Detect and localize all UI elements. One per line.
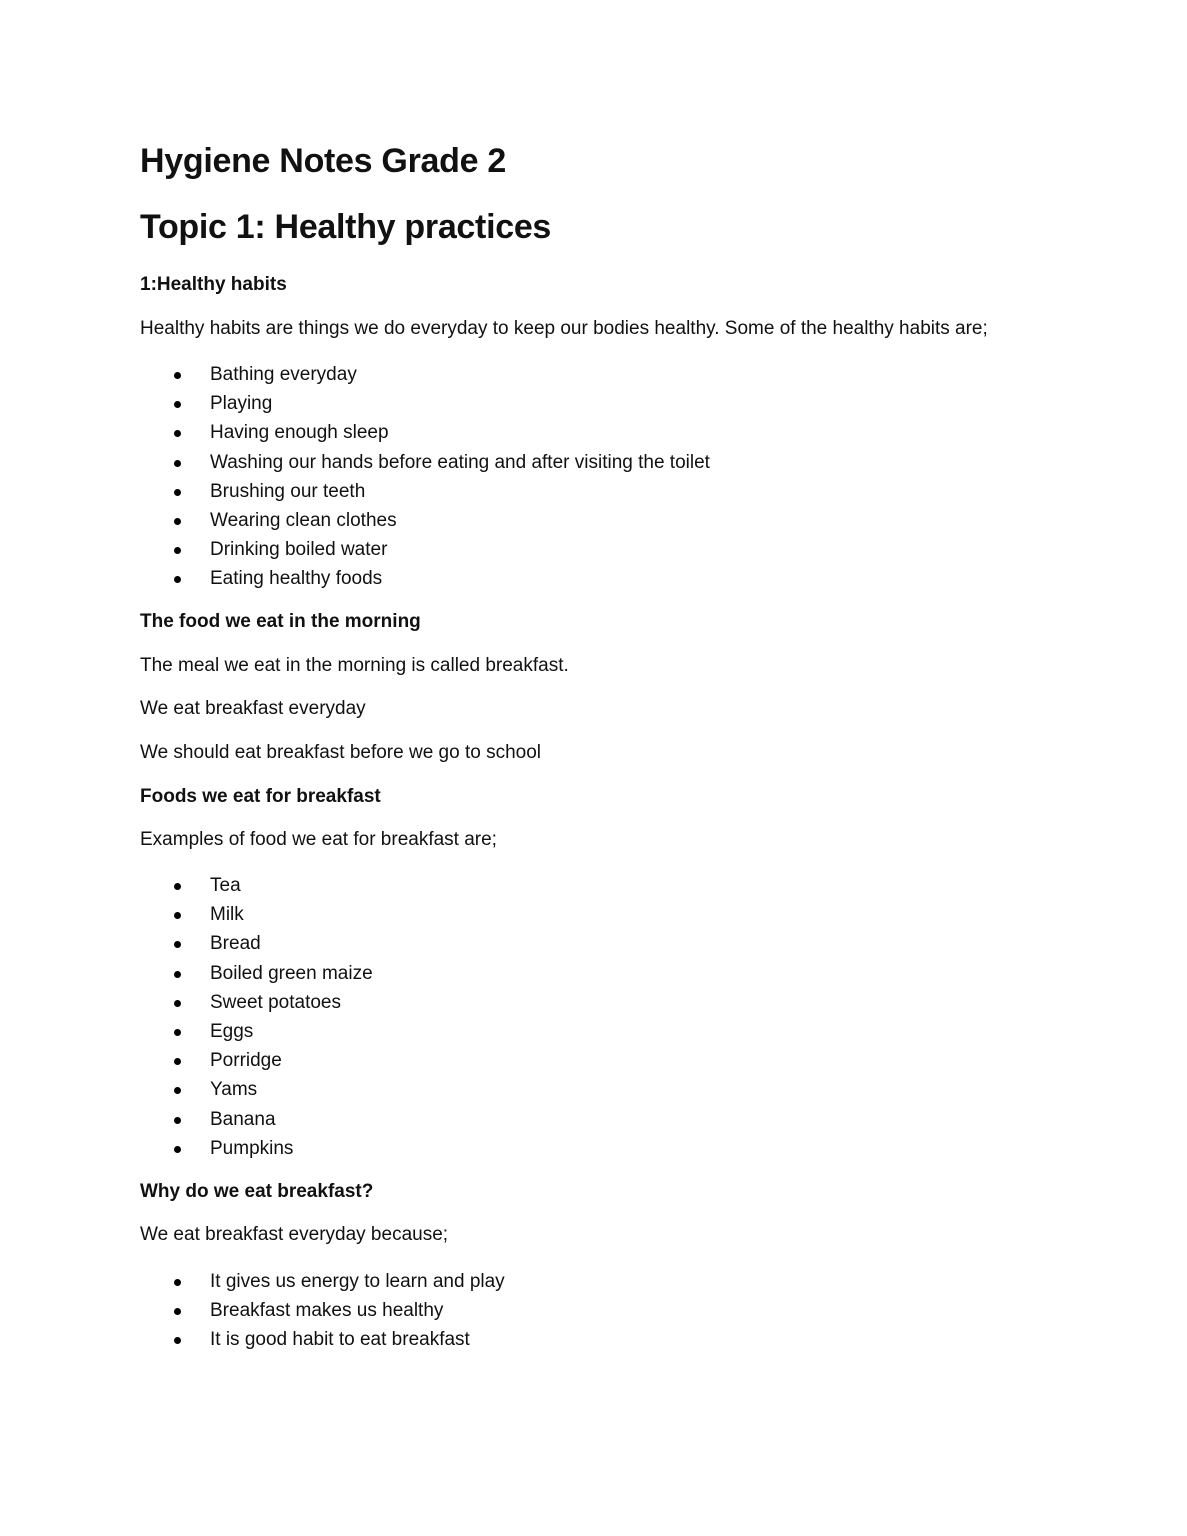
why-breakfast-intro: We eat breakfast everyday because; (140, 1224, 449, 1245)
list-item-text: Breakfast makes us healthy (210, 1300, 444, 1322)
list-item (140, 477, 710, 506)
bullet-icon (174, 1087, 181, 1094)
list-item-text: It gives us energy to learn and play (210, 1271, 505, 1292)
list-item (140, 1296, 505, 1325)
morning-food-paragraph: We eat breakfast everyday (140, 698, 366, 719)
list-item (140, 1017, 373, 1046)
bullet-icon (174, 1058, 181, 1065)
list-item (140, 959, 373, 988)
healthy-habits-heading: 1:Healthy habits (140, 274, 287, 295)
list-item (140, 360, 710, 389)
bullet-icon (174, 489, 181, 496)
why-breakfast-list (140, 1267, 505, 1355)
bullet-icon (174, 518, 181, 525)
list-item-text: Sweet potatoes (210, 991, 341, 1013)
list-item (140, 988, 373, 1017)
list-item (140, 1075, 373, 1104)
bullet-icon (174, 1000, 181, 1007)
bullet-icon (174, 912, 181, 919)
breakfast-foods-heading: Foods we eat for breakfast (140, 786, 381, 807)
why-breakfast-heading: Why do we eat breakfast? (140, 1181, 374, 1202)
bullet-icon (174, 576, 181, 583)
list-item-text: Eating healthy foods (210, 568, 383, 590)
list-item (140, 929, 373, 958)
list-item (140, 506, 710, 535)
list-item-text: Yams (210, 1079, 258, 1101)
breakfast-foods-intro: Examples of food we eat for breakfast are; (140, 829, 497, 850)
list-item (140, 1105, 373, 1134)
bullet-icon (174, 1279, 181, 1286)
list-item (140, 1267, 505, 1296)
bullet-icon (174, 1337, 181, 1344)
list-item-text: Playing (210, 393, 273, 415)
morning-food-paragraph: We should eat breakfast before we go to school (140, 742, 542, 763)
bullet-icon (174, 460, 181, 467)
list-item-text: Bread (210, 933, 261, 955)
bullet-icon (174, 1146, 181, 1153)
list-item-text: Boiled green maize (210, 962, 373, 984)
list-item (140, 1325, 505, 1354)
bullet-icon (174, 430, 181, 437)
list-item (140, 389, 710, 418)
document-title: Hygiene Notes Grade 2 (140, 142, 506, 180)
list-item (140, 1046, 373, 1075)
bullet-icon (174, 941, 181, 948)
list-item (140, 448, 710, 477)
list-item (140, 900, 373, 929)
list-item-text: Drinking boiled water (210, 539, 388, 561)
bullet-icon (174, 547, 181, 554)
list-item-text: Porridge (210, 1050, 282, 1072)
list-item-text: It is good habit to eat breakfast (210, 1329, 470, 1351)
healthy-habits-intro: Healthy habits are things we do everyday to keep our bodies healthy. Some of the healthy habits are; (140, 318, 988, 339)
healthy-habits-list (140, 360, 710, 594)
list-item-text: Milk (210, 904, 244, 926)
list-item (140, 418, 710, 447)
list-item (140, 871, 373, 900)
breakfast-foods-list (140, 871, 373, 1163)
bullet-icon (174, 883, 181, 890)
list-item (140, 535, 710, 564)
list-item-text: Banana (210, 1108, 276, 1130)
list-item (140, 1134, 373, 1163)
bullet-icon (174, 1308, 181, 1315)
bullet-icon (174, 1117, 181, 1124)
list-item-text: Washing our hands before eating and after visiting the toilet (210, 451, 710, 473)
list-item-text: Eggs (210, 1020, 254, 1042)
morning-food-paragraph: The meal we eat in the morning is called breakfast. (140, 655, 569, 676)
bullet-icon (174, 971, 181, 978)
morning-food-heading: The food we eat in the morning (140, 611, 421, 632)
list-item-text: Having enough sleep (210, 422, 389, 444)
list-item (140, 564, 710, 593)
bullet-icon (174, 401, 181, 408)
bullet-icon (174, 1029, 181, 1036)
list-item-text: Tea (210, 875, 241, 896)
topic-heading: Topic 1: Healthy practices (140, 208, 552, 246)
list-item-text: Brushing our teeth (210, 480, 366, 502)
list-item-text: Pumpkins (210, 1137, 294, 1159)
list-item-text: Bathing everyday (210, 364, 357, 385)
list-item-text: Wearing clean clothes (210, 509, 397, 531)
bullet-icon (174, 372, 181, 379)
